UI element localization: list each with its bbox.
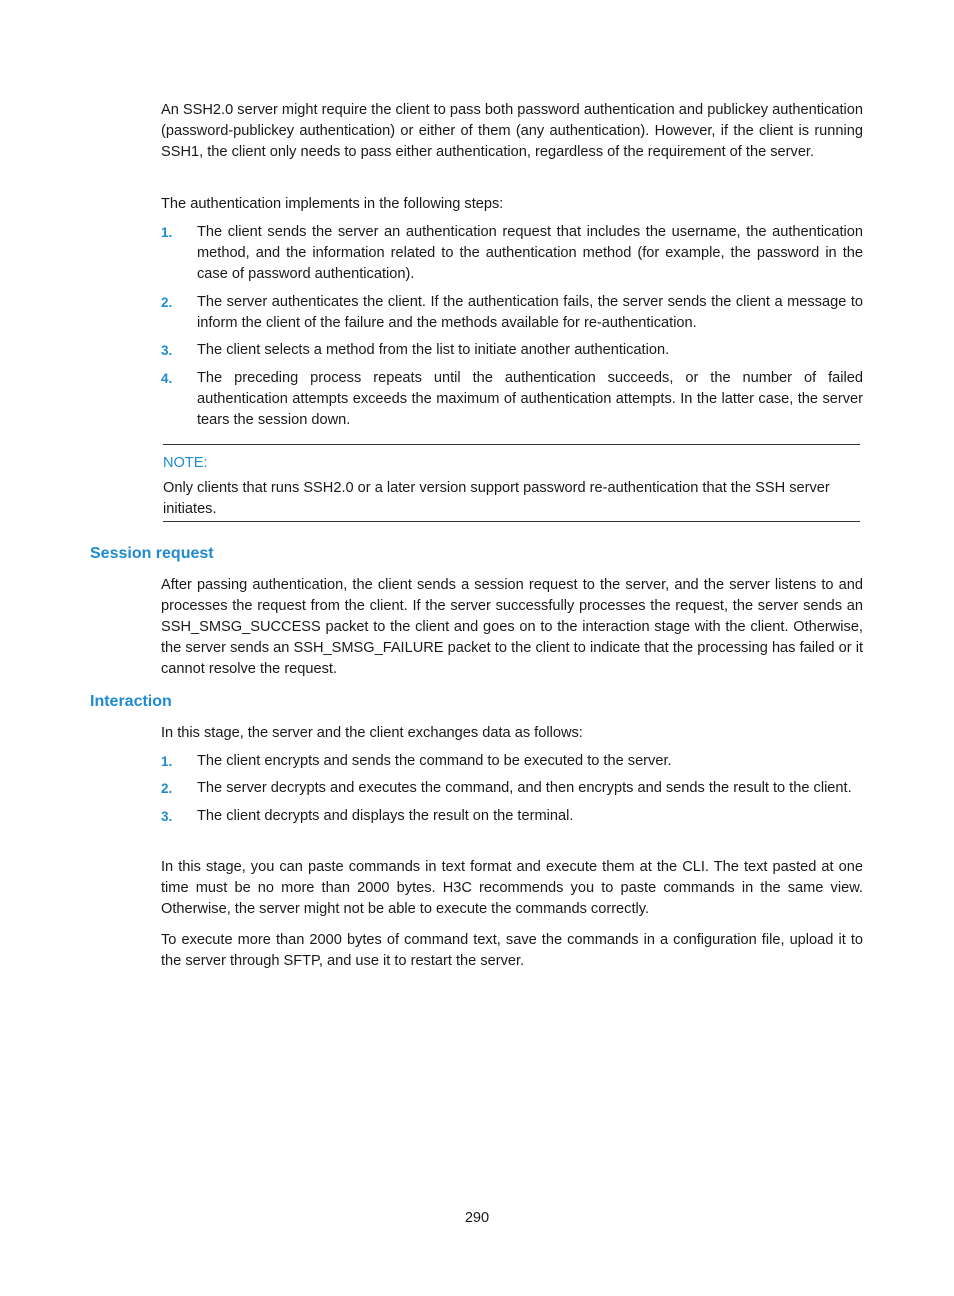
step-text: The client selects a method from the list to initiate another authentication. — [197, 342, 670, 358]
interaction-paragraph: To execute more than 2000 bytes of command text, save the commands in a configuration file, upload it to the server through SFTP, and use it to restart the server. — [161, 932, 863, 969]
list-item — [161, 292, 863, 334]
step-text: The server authenticates the client. If the authentication fails, the server sends the client a message to inform the client of the failure and the methods available for re-authentication. — [197, 294, 863, 331]
interaction-steps-list — [161, 751, 863, 827]
steps-intro-paragraph: The authentication implements in the following steps: — [161, 196, 504, 212]
step-number: 3. — [161, 809, 173, 824]
list-item — [161, 751, 863, 772]
section-heading-interaction: Interaction — [90, 693, 172, 710]
step-text: The client sends the server an authentication request that includes the username, the authentication method, and the information related to the authentication method (for example, the password in the case of password authentication). — [197, 224, 863, 282]
step-number: 3. — [161, 343, 173, 358]
session-request-paragraph: After passing authentication, the client sends a session request to the server, and the server listens to and processes the request from the client. If the server successfully processes the request, the server sends an SSH_SMSG_SUCCESS packet to the client and goes on to the interaction stage with the client. Otherwise, the server sends an SSH_SMSG_FAILURE packet to the client to indicate that the processing has failed or it cannot resolve the request. — [161, 577, 863, 677]
step-number: 4. — [161, 371, 173, 386]
step-number: 1. — [161, 754, 173, 769]
step-text: The server decrypts and executes the command, and then encrypts and sends the result to the client. — [197, 780, 852, 796]
note-text: Only clients that runs SSH2.0 or a later version support password re-authentication that the SSH server initiates. — [163, 480, 830, 517]
step-number: 1. — [161, 225, 173, 240]
step-text: The preceding process repeats until the authentication succeeds, or the number of failed authentication attempts exceeds the maximum of authentication attempts. In the latter case, the server tears the session down. — [197, 370, 863, 428]
section-heading-session-request: Session request — [90, 545, 214, 562]
note-label: NOTE: — [163, 455, 208, 471]
authentication-steps-list — [161, 222, 863, 431]
note-box — [163, 444, 860, 522]
step-text: The client encrypts and sends the command to be executed to the server. — [197, 753, 672, 769]
list-item — [161, 778, 863, 799]
list-item — [161, 340, 863, 361]
interaction-paragraph: In this stage, you can paste commands in text format and execute them at the CLI. The text pasted at one time must be no more than 2000 bytes. H3C recommends you to paste commands in the same view. Otherwise, the server might not be able to execute the commands correctly. — [161, 859, 863, 917]
list-item — [161, 222, 863, 285]
list-item — [161, 368, 863, 431]
step-text: The client decrypts and displays the result on the terminal. — [197, 808, 574, 824]
page-number: 290 — [464, 1210, 490, 1226]
intro-paragraph: An SSH2.0 server might require the client to pass both password authentication and publickey authentication (password-publickey authentication) or either of them (any authentication). However, if the client is running SSH1, the client only needs to pass either authentication, regardless of the requirement of the server. — [161, 102, 863, 160]
step-number: 2. — [161, 781, 173, 796]
interaction-intro-paragraph: In this stage, the server and the client exchanges data as follows: — [161, 725, 583, 741]
list-item — [161, 806, 863, 827]
step-number: 2. — [161, 295, 173, 310]
